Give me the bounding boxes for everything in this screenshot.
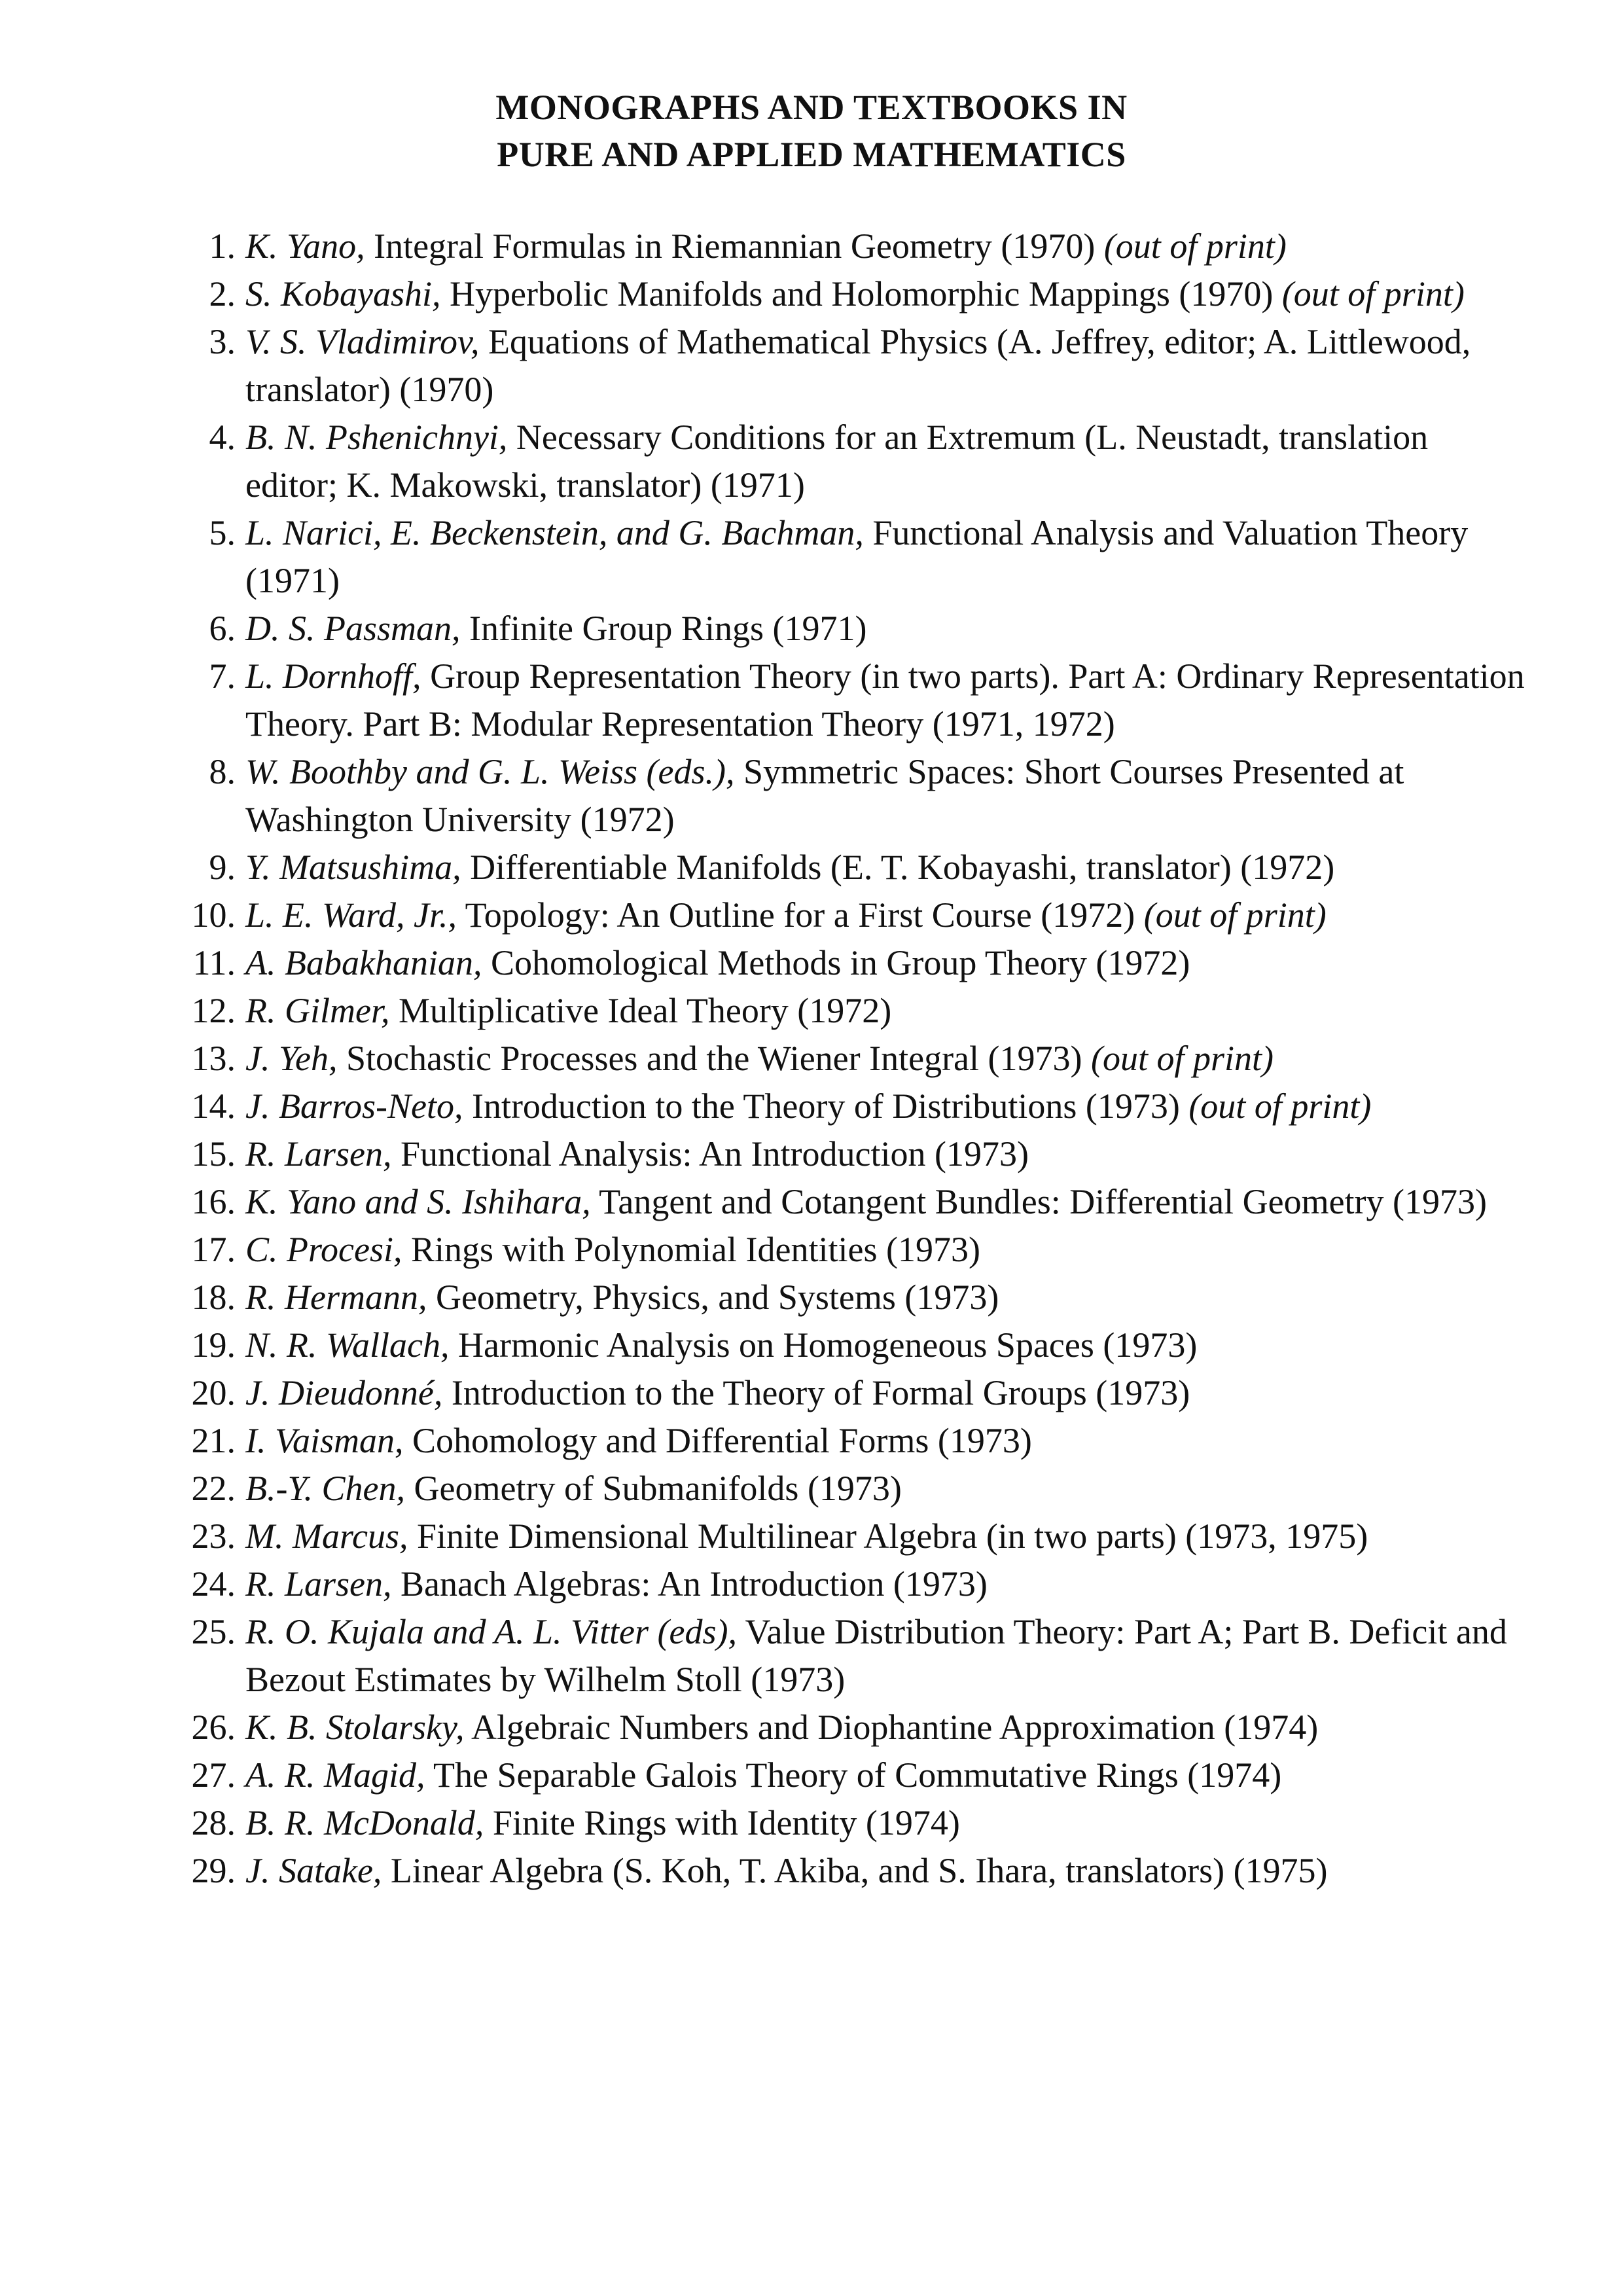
item-author: J. Barros-Neto, — [245, 1086, 463, 1126]
item-title: Cohomological Methods in Group Theory (1972) — [482, 943, 1190, 982]
item-number: 21. — [191, 1421, 236, 1460]
list-item — [137, 318, 1525, 414]
item-title: Equations of Mathematical Physics (A. Jeffrey, editor; A. Littlewood, translator) (1970) — [245, 322, 1471, 409]
item-out-of-print-note: (out of print) — [1188, 1086, 1372, 1126]
item-out-of-print-note: (out of print) — [1143, 895, 1327, 935]
list-item — [137, 653, 1525, 748]
item-author: R. Larsen, — [245, 1564, 392, 1604]
item-number: 23. — [191, 1516, 236, 1556]
list-item — [137, 270, 1525, 318]
item-title: Functional Analysis and Valuation Theory (1971) — [245, 513, 1469, 600]
item-citation — [239, 1417, 1525, 1465]
list-item — [137, 748, 1525, 844]
item-title: Harmonic Analysis on Homogeneous Spaces (1973) — [449, 1325, 1198, 1365]
list-item — [137, 1465, 1525, 1513]
item-title: Geometry, Physics, and Systems (1973) — [427, 1278, 999, 1317]
item-out-of-print-note: (out of print) — [1103, 226, 1287, 266]
item-citation — [239, 1226, 1525, 1274]
item-number: 7. — [209, 656, 236, 696]
page-title — [0, 84, 1623, 178]
item-citation — [239, 414, 1525, 509]
item-citation — [239, 1178, 1525, 1226]
item-citation — [239, 1513, 1525, 1560]
item-citation — [239, 1704, 1525, 1751]
item-title: Value Distribution Theory: Part A; Part B. Deficit and Bezout Estimates by Wilhelm Stoll (1973) — [245, 1612, 1507, 1699]
item-citation — [239, 1847, 1525, 1895]
item-out-of-print-note: (out of print) — [1091, 1039, 1274, 1078]
item-number: 28. — [191, 1803, 236, 1842]
item-number: 26. — [191, 1708, 236, 1747]
item-author: B. N. Pshenichnyi, — [245, 418, 508, 457]
item-title: Algebraic Numbers and Diophantine Approximation (1974) — [464, 1708, 1319, 1747]
list-item — [137, 1751, 1525, 1799]
list-item — [137, 1274, 1525, 1321]
item-citation — [239, 939, 1525, 987]
item-author: A. R. Magid, — [245, 1755, 425, 1795]
list-item — [137, 223, 1525, 270]
item-title: Finite Dimensional Multilinear Algebra (in two parts) (1973, 1975) — [408, 1516, 1368, 1556]
item-title: Introduction to the Theory of Formal Groups (1973) — [442, 1373, 1190, 1412]
item-title: Differentiable Manifolds (E. T. Kobayashi, translator) (1972) — [461, 848, 1335, 887]
item-citation — [239, 318, 1525, 414]
item-author: K. Yano and S. Ishihara, — [245, 1182, 591, 1221]
list-item — [137, 1035, 1525, 1083]
item-author: B. R. McDonald, — [245, 1803, 484, 1842]
item-number: 25. — [191, 1612, 236, 1651]
item-title: Cohomology and Differential Forms (1973) — [403, 1421, 1032, 1460]
list-item — [137, 939, 1525, 987]
list-item — [137, 1560, 1525, 1608]
item-citation — [239, 1321, 1525, 1369]
item-title: Linear Algebra (S. Koh, T. Akiba, and S. Ihara, translators) (1975) — [382, 1851, 1328, 1890]
item-author: L. Narici, E. Beckenstein, and G. Bachman, — [245, 513, 864, 552]
item-title: Topology: An Outline for a First Course (1972) — [457, 895, 1144, 935]
list-item — [137, 1083, 1525, 1130]
item-author: R. O. Kujala and A. L. Vitter (eds), — [245, 1612, 737, 1651]
list-item — [137, 844, 1525, 891]
list-item — [137, 987, 1525, 1035]
item-number: 3. — [209, 322, 236, 361]
item-citation — [239, 653, 1525, 748]
item-number: 20. — [191, 1373, 236, 1412]
item-citation — [239, 1560, 1525, 1608]
item-citation — [239, 1130, 1525, 1178]
item-citation — [239, 1465, 1525, 1513]
list-item — [137, 1178, 1525, 1226]
list-item — [137, 414, 1525, 509]
item-number: 15. — [191, 1134, 236, 1174]
item-author: L. E. Ward, Jr., — [245, 895, 457, 935]
item-citation — [239, 844, 1525, 891]
list-item — [137, 1704, 1525, 1751]
item-number: 5. — [209, 513, 236, 552]
list-item — [137, 509, 1525, 605]
item-citation — [239, 605, 1525, 653]
item-number: 11. — [192, 943, 236, 982]
item-citation — [239, 1608, 1525, 1704]
item-author: C. Procesi, — [245, 1230, 402, 1269]
item-citation — [239, 987, 1525, 1035]
item-title: The Separable Galois Theory of Commutative Rings (1974) — [425, 1755, 1282, 1795]
item-title: Group Representation Theory (in two parts). Part A: Ordinary Representation Theory. Part B: Modular Representation Theory (1971, 1972) — [245, 656, 1525, 744]
item-author: S. Kobayashi, — [245, 274, 441, 314]
item-citation — [239, 270, 1525, 318]
item-number: 10. — [191, 895, 236, 935]
item-author: I. Vaisman, — [245, 1421, 404, 1460]
list-item — [137, 1130, 1525, 1178]
item-title: Functional Analysis: An Introduction (1973) — [391, 1134, 1029, 1174]
item-number: 14. — [191, 1086, 236, 1126]
item-author: K. Yano, — [245, 226, 365, 266]
item-author: M. Marcus, — [245, 1516, 408, 1556]
series-list — [137, 223, 1525, 1895]
item-author: Y. Matsushima, — [245, 848, 461, 887]
item-citation — [239, 1083, 1525, 1130]
item-author: K. B. Stolarsky, — [245, 1708, 465, 1747]
item-title: Symmetric Spaces: Short Courses Presented at Washington University (1972) — [245, 752, 1404, 839]
item-number: 19. — [191, 1325, 236, 1365]
item-title: Necessary Conditions for an Extremum (L. Neustadt, translation editor; K. Makowski, translator) (1971) — [245, 418, 1429, 505]
item-citation — [239, 891, 1525, 939]
item-number: 9. — [209, 848, 236, 887]
item-number: 29. — [191, 1851, 236, 1890]
list-item — [137, 1847, 1525, 1895]
list-item — [137, 891, 1525, 939]
item-author: D. S. Passman, — [245, 609, 461, 648]
item-number: 13. — [191, 1039, 236, 1078]
item-number: 1. — [209, 226, 236, 266]
item-number: 22. — [191, 1469, 236, 1508]
item-author: W. Boothby and G. L. Weiss (eds.), — [245, 752, 735, 791]
item-number: 18. — [191, 1278, 236, 1317]
item-number: 12. — [191, 991, 236, 1030]
item-author: J. Satake, — [245, 1851, 382, 1890]
item-author: R. Larsen, — [245, 1134, 392, 1174]
list-item — [137, 1608, 1525, 1704]
item-author: N. R. Wallach, — [245, 1325, 450, 1365]
item-title: Banach Algebras: An Introduction (1973) — [391, 1564, 988, 1604]
item-number: 6. — [209, 609, 236, 648]
item-author: B.-Y. Chen, — [245, 1469, 406, 1508]
item-number: 24. — [191, 1564, 236, 1604]
list-item — [137, 1369, 1525, 1417]
item-number: 8. — [209, 752, 236, 791]
list-item — [137, 605, 1525, 653]
item-author: V. S. Vladimirov, — [245, 322, 480, 361]
item-citation — [239, 223, 1525, 270]
item-citation — [239, 1751, 1525, 1799]
item-citation — [239, 1274, 1525, 1321]
item-author: J. Yeh, — [245, 1039, 338, 1078]
item-author: L. Dornhoff, — [245, 656, 421, 696]
list-item — [137, 1799, 1525, 1847]
list-item — [137, 1321, 1525, 1369]
item-out-of-print-note: (out of print) — [1281, 274, 1465, 314]
item-title: Integral Formulas in Riemannian Geometry (1970) — [365, 226, 1104, 266]
item-number: 4. — [209, 418, 236, 457]
item-title: Rings with Polynomial Identities (1973) — [402, 1230, 980, 1269]
item-author: R. Gilmer, — [245, 991, 390, 1030]
item-title: Introduction to the Theory of Distributions (1973) — [463, 1086, 1189, 1126]
item-title: Infinite Group Rings (1971) — [460, 609, 867, 648]
item-citation — [239, 1799, 1525, 1847]
item-author: J. Dieudonné, — [245, 1373, 443, 1412]
item-title: Stochastic Processes and the Wiener Integral (1973) — [337, 1039, 1091, 1078]
item-number: 2. — [209, 274, 236, 314]
item-author: A. Babakhanian, — [245, 943, 482, 982]
item-title: Multiplicative Ideal Theory (1972) — [389, 991, 892, 1030]
title-line-1: MONOGRAPHS AND TEXTBOOKS IN — [495, 88, 1128, 127]
item-author: R. Hermann, — [245, 1278, 427, 1317]
title-line-2: PURE AND APPLIED MATHEMATICS — [497, 135, 1126, 174]
item-number: 17. — [191, 1230, 236, 1269]
item-number: 27. — [191, 1755, 236, 1795]
item-title: Geometry of Submanifolds (1973) — [405, 1469, 902, 1508]
item-citation — [239, 1369, 1525, 1417]
list-item — [137, 1417, 1525, 1465]
item-title: Hyperbolic Manifolds and Holomorphic Mappings (1970) — [440, 274, 1282, 314]
list-item — [137, 1513, 1525, 1560]
list-item — [137, 1226, 1525, 1274]
item-title: Finite Rings with Identity (1974) — [484, 1803, 960, 1842]
item-title: Tangent and Cotangent Bundles: Differential Geometry (1973) — [590, 1182, 1487, 1221]
item-number: 16. — [191, 1182, 236, 1221]
item-citation — [239, 748, 1525, 844]
item-citation — [239, 509, 1525, 605]
item-citation — [239, 1035, 1525, 1083]
